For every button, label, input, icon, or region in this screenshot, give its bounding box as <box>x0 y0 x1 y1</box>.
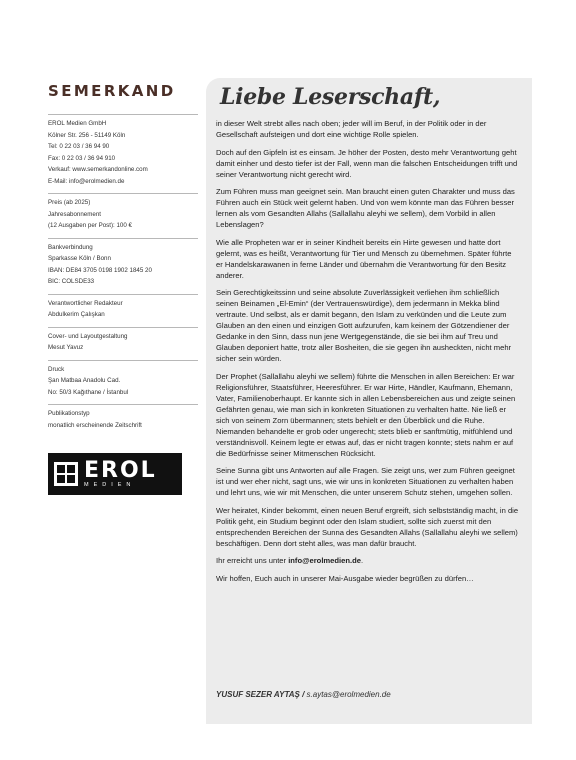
publication-type-value: monatlich erscheinende Zeitschrift <box>48 421 142 429</box>
publisher-block <box>48 114 198 187</box>
paragraph: Wie alle Propheten war er in seiner Kindheit bereits ein Hirte gewesen und hatte dort gelernt, was es heißt, Verantwortung für Tier und Mensch zu übernehmen. Später führte er Handelskarawanen in ferne Länder und übernahm die Verantwortung für den Besitz anderer. <box>216 237 512 280</box>
publication-type-block <box>48 404 198 431</box>
erol-medien-logo <box>48 453 182 495</box>
bank-block <box>48 238 198 288</box>
publisher-fax: Fax: 0 22 03 / 36 94 910 <box>48 154 116 162</box>
contact-paragraph <box>216 555 520 566</box>
price-label: Preis (ab 2025) <box>48 199 91 206</box>
paragraph: in dieser Welt strebt alles nach oben; jeder will im Beruf, in der Politik oder in der Gesellschaft aufsteigen und dort eine wichtige Rolle spielen. <box>216 119 487 139</box>
paragraph: Doch auf den Gipfeln ist es einsam. Je höher der Posten, desto mehr Verantwortung geht damit einher und desto tiefer ist der Fall, wenn man die falschen Entscheidungen trifft und seiner Verantwortung nicht gerecht wird. <box>216 147 518 179</box>
price-block <box>48 193 198 232</box>
erol-logo-subtitle: MEDIEN <box>84 481 136 488</box>
publisher-website[interactable]: Verkauf: www.semerkandonline.com <box>48 166 148 173</box>
closing-paragraph: Wir hoffen, Euch auch in unserer Mai-Ausgabe wieder begrüßen zu dürfen… <box>216 573 474 583</box>
print-address-1: Şan Matbaa Anadolu Cad. <box>48 377 121 384</box>
publisher-address: Kölner Str. 256 - 51149 Köln <box>48 131 126 139</box>
design-label: Cover- und Layoutgestaltung <box>48 332 128 340</box>
paragraph: Zum Führen muss man geeignet sein. Man braucht einen guten Charakter und muss das Führen auch ein Stück weit gelernt haben. Und von wem könnte man das Führen besser lernen als vom Gesandten Allahs (Sallallahu aleyhi we sellem), dem Vorbild in allen Lebenslagen? <box>216 187 515 229</box>
bank-iban: IBAN: DE84 3705 0198 1902 1845 20 <box>48 266 152 274</box>
semerkand-logo: SEMERKAND <box>48 82 176 100</box>
signature-name: YUSUF SEZER AYTAŞ / <box>216 690 307 699</box>
publisher-email[interactable]: E-Mail: info@erolmedien.de <box>48 177 125 185</box>
erol-emblem-icon <box>54 462 78 486</box>
editorial-panel <box>206 78 532 724</box>
publisher-name: EROL Medien GmbH <box>48 120 107 127</box>
editor-name: Abdulkerim Çalışkan <box>48 311 105 318</box>
contact-prefix: Ihr erreicht uns unter <box>216 556 289 565</box>
letter-heading: Liebe Leserschaft, <box>220 84 441 110</box>
paragraph: Wer heiratet, Kinder bekommt, einen neuen Beruf ergreift, sich selbstständig macht, in die Politik geht, ein Studium beginnt oder den Islam studiert, sollte sich zuerst mit den entsprechenden Bereichen der Sunna des Gesandten Allahs (Sallallahu aleyhi we sellem) beschäftigen. Denn dort steht alles, was man dafür braucht. <box>216 505 519 548</box>
price-subscription: Jahresabonnement <box>48 210 101 218</box>
print-label: Druck <box>48 365 65 373</box>
paragraph: Seine Sunna gibt uns Antworten auf alle Fragen. Sie zeigt uns, wer zum Führen geeignet ist und wer eher nicht, sagt uns, wie wir uns in konkreten Situationen zu verhalten haben und lehrt uns, wie wir mit Menschen, die unter unserem Schutz stehen, umgehen sollen. <box>216 466 515 497</box>
editor-block <box>48 294 198 321</box>
bank-bic: BIC: COLSDE33 <box>48 278 95 285</box>
paragraph: Der Prophet (Sallallahu aleyhi we sellem) führte die Menschen in allen Bereichen: Er war Religionsführer, Staatsführer, Heeresführer. Er war Hirte, Händler, Kaufmann, Ehemann, Vater, Familienoberhaupt. Er kannte sich in allen Lebensbereichen aus und zeigte seinen Gefährten genau, wie man sich in konkreten Situationen zu verhalten hatte. Nie ließ er sich von seinem Zorn übermannen; stets behielt er den Überblick und die Ruhe. Niemanden behandelte er grob oder ungerecht; stets blieb er sanftmütig, mitfühlend und verständnisvoll. Keinem legte er etwas auf, das er nicht tragen konnte; stets nahm er auf die Bedürfnisse seiner Mitmenschen Rücksicht. <box>216 371 516 458</box>
signature <box>216 690 391 699</box>
print-block <box>48 360 198 399</box>
imprint-column <box>48 82 198 495</box>
publication-type-label: Publikationstyp <box>48 410 90 417</box>
bank-label: Bankverbindung <box>48 243 93 251</box>
print-address-2: No: 50/3 Kağıthane / İstanbul <box>48 388 129 396</box>
contact-email-link[interactable]: info@erolmedien.de <box>288 556 361 565</box>
signature-email[interactable]: s.aytas@erolmedien.de <box>306 690 391 699</box>
letter-body <box>216 118 520 590</box>
design-block <box>48 327 198 354</box>
erol-logo-title: EROL <box>84 457 157 483</box>
bank-name: Sparkasse Köln / Bonn <box>48 255 111 262</box>
editor-label: Verantwortlicher Redakteur <box>48 299 123 307</box>
design-name: Mesut Yavuz <box>48 344 84 351</box>
publisher-phone: Tel: 0 22 03 / 36 94 90 <box>48 143 110 150</box>
contact-suffix: . <box>361 556 364 565</box>
paragraph: Sein Gerechtigkeitssinn und seine absolute Zuverlässigkeit verliehen ihm schließlich seinen Beinamen „El-Emin“ (der Vertrauenswürdige), dem jedermann in Mekka blind vertraute. Und selbst, als er damit begann, den Islam zu verkünden und die Leute zum Glauben an den einen und einzigen Gott aufzurufen, kam keinem der Götzendiener der Gedanke in den Sinn, dass nun jene Wertgegenstände, die sie bei ihm auf Treu und Glauben deponiert hatte, trotz aller Bosheiten, die sie gegen ihn ausheckten, nicht mehr sicher sein würden. <box>216 288 512 363</box>
price-value: (12 Ausgaben per Post): 100 € <box>48 222 132 229</box>
